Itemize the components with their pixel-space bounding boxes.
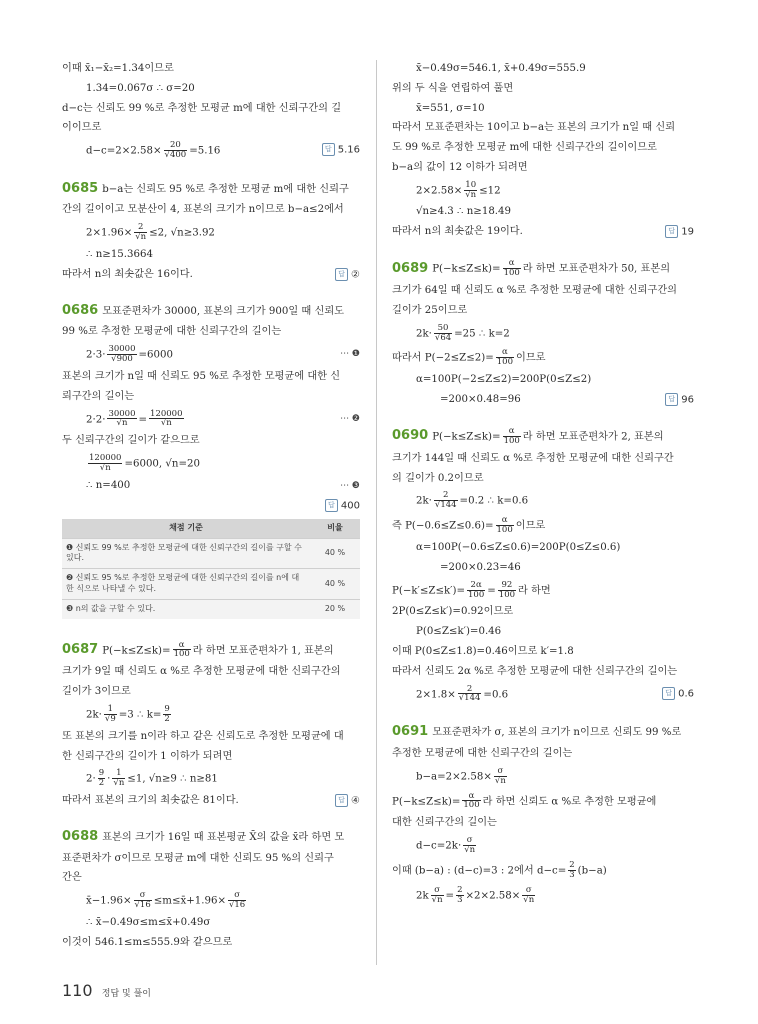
answer-mark-icon: 답 xyxy=(335,794,348,807)
equation: 2·3· $\frac{30000}{√900}$ =6000 xyxy=(86,344,173,365)
step-marker: ⋯ ❶ xyxy=(340,349,360,360)
text-line: 뢰구간의 길이는 xyxy=(62,390,135,402)
answer: 답 0.6 xyxy=(662,687,694,701)
text-line: 추정한 모평균에 대한 신뢰구간의 길이는 xyxy=(392,747,573,759)
text-line: 두 신뢰구간의 길이가 같으므로 xyxy=(62,435,200,447)
text-line: 표본의 크기가 n일 때 신뢰도 95 %로 추정한 모평균에 대한 신 xyxy=(62,370,341,382)
problem-0690: 0690 P(−k≤Z≤k)= $\frac{\alpha}{100}$ 라 하면 모표준편차가 2, 표본의 xyxy=(392,426,664,446)
equation: 2· $\frac{9}{2}$ · $\frac{1}{√n}$ ≤1, √n≥9 ∴ n≥81 xyxy=(86,768,218,789)
problem-number: 0685 xyxy=(62,180,99,196)
equation: =200×0.48=96 xyxy=(440,394,521,406)
equation: 2k· $\frac{2}{√144}$ =0.2 ∴ k=0.6 xyxy=(416,490,529,511)
text-line: 이때 x̄₁−x̄₂=1.34이므로 xyxy=(62,63,174,74)
equation: α=100P(−0.6≤Z≤0.6)=200P(0≤Z≤0.6) xyxy=(416,542,621,554)
equation: d−c=2k· $\frac{\sigma}{√n}$ xyxy=(416,835,476,856)
text-line: 이것이 546.1≤m≤555.9와 같으므로 xyxy=(62,936,233,948)
equation-answer-row xyxy=(392,685,694,704)
problem-number: 0687 xyxy=(62,641,99,657)
text-line: 크기가 9일 때 신뢰도 α %로 추정한 모평균에 대한 신뢰구간의 xyxy=(62,666,341,678)
equation: ∴ x̄−0.49σ≤m≤x̄+0.49σ xyxy=(86,917,211,929)
equation: 2k· $\frac{50}{√64}$ =25 ∴ k=2 xyxy=(416,322,510,343)
table-header: 채점 기준 xyxy=(62,519,310,538)
text-line: P(−k≤Z≤k)= $\frac{\alpha}{100}$ 라 하면 신뢰도 α %로 추정한 모평균에 xyxy=(392,790,657,811)
text-line: 한 신뢰구간의 길이가 1 이하가 되려면 xyxy=(62,750,233,762)
problem-number: 0688 xyxy=(62,829,99,845)
text-line: 도 99 %로 추정한 모평균 m에 대한 신뢰구간의 길이이므로 xyxy=(392,142,657,154)
equation: ∴ n≥15.3664 xyxy=(86,249,153,261)
problem-number: 0690 xyxy=(392,428,429,444)
answer: 답 5.16 xyxy=(322,143,360,157)
text-line: 크기가 144일 때 신뢰도 α %로 추정한 모평균에 대한 신뢰구간 xyxy=(392,452,674,464)
text-line: 크기가 64일 때 신뢰도 α %로 추정한 모평균에 대한 신뢰구간의 xyxy=(392,285,678,297)
conclusion-row: 따라서 n의 최솟값은 19이다. 답 19 xyxy=(392,226,694,238)
table-header: 비율 xyxy=(310,519,360,538)
text-line: 이때 (b−a) : (d−c)=3 : 2에서 d−c= $\frac{2}{3}$ (b−a) xyxy=(392,859,607,880)
text-line: 99 %로 추정한 모평균에 대한 신뢰구간의 길이는 xyxy=(62,326,282,338)
left-column xyxy=(62,62,360,956)
equation: α=100P(−2≤Z≤2)=200P(0≤Z≤2) xyxy=(416,374,592,386)
answer: 답 ② xyxy=(335,268,360,282)
problem-number: 0691 xyxy=(392,724,429,740)
step-marker: ⋯ ❷ xyxy=(340,413,360,424)
problem-0687: 0687 P(−k≤Z≤k)= $\frac{\alpha}{100}$ 라 하면 모표준편차가 1, 표본의 xyxy=(62,639,334,660)
answer: 답 400 xyxy=(325,499,360,513)
footer-label: 정답 및 풀이 xyxy=(101,989,151,999)
equation: 2P(0≤Z≤k′)=0.92이므로 xyxy=(392,606,514,618)
problem-number: 0689 xyxy=(392,260,429,276)
equation: P(0≤Z≤k′)=0.46 xyxy=(416,626,502,638)
equation: P(−k′≤Z≤k′)= $\frac{2\alpha}{100}$ = $\frac{92}{100}$ 라 하면 xyxy=(392,579,551,600)
conclusion-row: 따라서 n의 최솟값은 16이다. 답 ② xyxy=(62,268,360,281)
text-line: 즉 P(−0.6≤Z≤0.6)= $\frac{\alpha}{100}$ 이므로 xyxy=(392,515,546,536)
equation: b−a=2×2.58× $\frac{\sigma}{√n}$ xyxy=(416,765,506,786)
answer: 답 96 xyxy=(665,393,694,407)
equation: $\frac{120000}{√n}$ =6000, √n=20 xyxy=(89,453,200,474)
equation: 2×1.8× $\frac{2}{√144}$ =0.6 xyxy=(416,683,509,704)
page-number: 110 xyxy=(62,981,93,1000)
page-footer xyxy=(62,980,151,1002)
equation: =200×0.23=46 xyxy=(440,561,521,573)
equation-answer-row xyxy=(392,393,694,407)
equation: 1.34=0.067σ ∴ σ=20 xyxy=(86,82,195,94)
text-line: 또 표본의 크기를 n이라 하고 같은 신뢰도로 추정한 모평균에 대 xyxy=(62,730,344,742)
problem-0689: 0689 P(−k≤Z≤k)= $\frac{\alpha}{100}$ 라 하면 모표준편차가 50, 표본의 xyxy=(392,258,671,279)
problem-number: 0686 xyxy=(62,302,99,318)
equation-step-row xyxy=(62,345,360,364)
right-column xyxy=(392,62,694,911)
equation: x̄−1.96× $\frac{\sigma}{√16}$ ≤m≤x̄+1.96× $\frac{\sigma}{√16}$ xyxy=(86,890,246,911)
equation: 2×2.58× $\frac{10}{√n}$ ≤12 xyxy=(416,179,501,200)
equation-step-row xyxy=(62,410,360,429)
conclusion-row: 따라서 표본의 크기의 최솟값은 81이다. 답 ④ xyxy=(62,795,360,807)
table-row: ❸ n의 값을 구할 수 있다. 20 % xyxy=(62,599,360,618)
text-line: 대한 신뢰구간의 길이는 xyxy=(392,817,497,829)
text-line: b−a의 값이 12 이하가 되려면 xyxy=(392,161,528,173)
answer-mark-icon: 답 xyxy=(665,225,678,238)
table-row: ❷ 신뢰도 95 %로 추정한 모평균에 대한 신뢰구간의 길이를 n에 대한 식으로 나타낼 수 있다. 40 % xyxy=(62,569,360,600)
problem-0691: 0691 모표준편차가 σ, 표본의 크기가 n이므로 신뢰도 99 %로 xyxy=(392,724,682,740)
answer: 답 ④ xyxy=(335,794,360,808)
text-line: 따라서 P(−2≤Z≤2)= $\frac{\alpha}{100}$ 이므로 xyxy=(392,347,546,368)
answer: 답 19 xyxy=(665,225,694,239)
column-divider xyxy=(376,60,377,965)
table-row: ❶ 신뢰도 99 %로 추정한 모평균에 대한 신뢰구간의 길이를 구할 수 있다. 40 % xyxy=(62,538,360,569)
equation: x̄−0.49σ=546.1, x̄+0.49σ=555.9 xyxy=(416,63,586,74)
equation-answer-row xyxy=(62,141,360,160)
text-line: 길이가 25이므로 xyxy=(392,304,468,316)
problem-0688: 0688 표본의 크기가 16일 때 표본평균 X̄의 값을 x̄라 하면 모 xyxy=(62,829,345,845)
equation-step-row xyxy=(62,479,360,493)
answer-mark-icon: 답 xyxy=(665,393,678,406)
equation: 2k· $\frac{1}{√9}$ =3 ∴ k= $\frac{9}{2}$ xyxy=(86,703,170,724)
equation: ∴ n=400 xyxy=(86,479,131,491)
equation: 2·2· $\frac{30000}{√n}$ = $\frac{120000}{√n}$ xyxy=(86,408,183,429)
text-line: 따라서 신뢰도 2α %로 추정한 모평균에 대한 신뢰구간의 길이는 xyxy=(392,665,678,677)
answer-mark-icon: 답 xyxy=(322,143,335,156)
equation: x̄=551, σ=10 xyxy=(416,102,485,114)
answer-mark-icon: 답 xyxy=(662,687,675,700)
text-line: 위의 두 식을 연립하여 풀면 xyxy=(392,82,514,94)
text-line: 이이므로 xyxy=(62,122,102,134)
text-line: 표준편차가 σ이므로 모평균 m에 대한 신뢰도 95 %의 신뢰구 xyxy=(62,852,334,864)
equation: 2×1.96× $\frac{2}{√n}$ ≤2, √n≥3.92 xyxy=(86,222,215,243)
equation: √n≥4.3 ∴ n≥18.49 xyxy=(416,206,512,218)
equation: 2k $\frac{\sigma}{√n}$ = $\frac{2}{3}$ ×2×2.58× $\frac{\sigma}{√n}$ xyxy=(416,884,535,905)
text-line: 길이가 3이므로 xyxy=(62,686,131,698)
text-line: 따라서 모표준편차는 10이고 b−a는 표본의 크기가 n일 때 신뢰 xyxy=(392,122,676,134)
problem-0685: 0685 b−a는 신뢰도 95 %로 추정한 모평균 m에 대한 신뢰구 xyxy=(62,180,349,196)
text-line: d−c는 신뢰도 99 %로 추정한 모평균 m에 대한 신뢰구간의 길 xyxy=(62,102,342,114)
step-marker: ⋯ ❸ xyxy=(340,480,360,491)
equation: d−c=2×2.58× $\frac{20}{√400}$ =5.16 xyxy=(86,140,221,160)
text-line: 이때 P(0≤Z≤1.8)=0.46이므로 k′=1.8 xyxy=(392,646,574,657)
problem-0686: 0686 모표준편차가 30000, 표본의 크기가 900일 때 신뢰도 xyxy=(62,302,345,318)
answer-row xyxy=(62,499,360,513)
answer-mark-icon: 답 xyxy=(325,499,338,512)
text-line: 간은 xyxy=(62,872,82,884)
grading-criteria-table xyxy=(62,519,360,619)
text-line: 의 길이가 0.2이므로 xyxy=(392,472,484,484)
text-line: 간의 길이이고 모분산이 4, 표본의 크기가 n이므로 b−a≤2에서 xyxy=(62,204,344,216)
answer-mark-icon: 답 xyxy=(335,268,348,281)
